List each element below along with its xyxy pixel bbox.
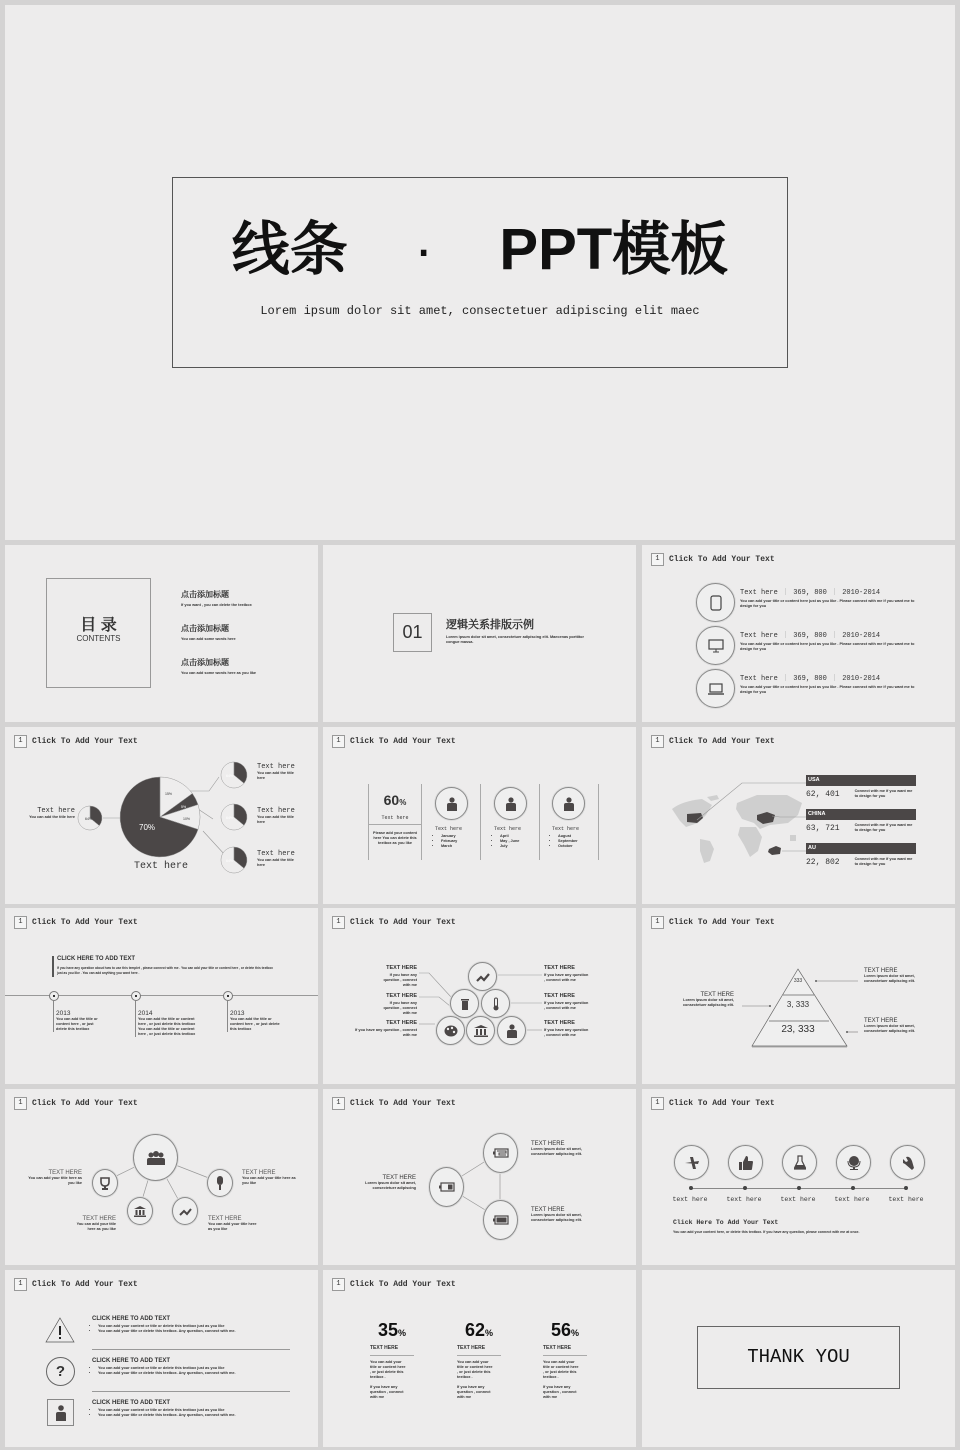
divider [92,1349,290,1350]
network-title: TEXT HERE [48,1170,82,1176]
stat-title: TEXT HERE [457,1345,501,1356]
stat-number: 35 [377,1320,398,1340]
device-row[interactable]: Text here ｜ 369, 800 ｜ 2010-2014 You can add your title or content here just as you like . Please connect with me if you want me to design for you [740,673,920,695]
column-divider [421,784,422,860]
event-desc: You can add the title or content here , or just delete this textbox [230,1017,280,1031]
cover-title-cn: 线条 [231,217,348,282]
slide-number: 1 [14,735,27,748]
stat-desc: You can add your title or content here , or just delete this textbox . [543,1360,579,1379]
event-desc: You can add the title or content here , or just delete this textbox You can add the title or content here , or just delete this textbox [138,1017,196,1036]
section-title: 逻辑关系排版示例 [446,619,534,631]
region-value: 62, 401 [806,789,840,799]
trophy-icon [92,1169,118,1197]
region-china[interactable] [806,809,916,833]
slide-number: 1 [651,553,664,566]
title-accent-bar [52,956,54,977]
hex-title: TEXT HERE [544,1020,575,1026]
people-slide[interactable] [323,727,636,904]
hex-left-text [353,965,417,988]
person-icon [435,787,468,820]
row-value: 369, 800 [793,632,827,640]
pie-right-text [257,763,301,781]
bullet: • March [441,844,475,849]
pie-label: 64% [226,816,234,820]
bullet: • You can add your title or delete this textbox. Any question, connect with me. [98,1329,292,1334]
airplane-icon [674,1145,709,1180]
battery-full-icon [483,1200,518,1240]
flask-icon [782,1145,817,1180]
people-column [494,826,534,849]
bullet: • February [441,839,475,844]
pie-label: 64% [226,859,234,863]
hex-title: TEXT HERE [386,965,417,971]
bullet: • You can add your title or delete this textbox. Any question, connect with me. [98,1371,292,1376]
person-icon [494,787,527,820]
column-title: Text here [494,826,522,832]
row-value: 369, 800 [793,675,827,683]
stat-desc: You can add your title or content here , or just delete this textbox . [370,1360,406,1379]
slide-title: Click To Add Your Text [32,1099,138,1108]
thermometer-icon [481,989,510,1018]
process-label: text here [888,1196,924,1203]
row-title: Text here [740,589,778,597]
stat-column [370,1320,414,1400]
process-dot [797,1186,801,1190]
contents-subtitle: CONTENTS [76,634,121,643]
pie-right-desc: You can add the title here [257,858,294,867]
bullet: • January [441,834,475,839]
pie-center-label: Text here [133,861,188,872]
region-value: 63, 721 [806,823,840,833]
pie-right-title: Text here [257,850,295,858]
bullet: • August [558,834,592,839]
contents-slide[interactable] [5,545,318,722]
person-icon [47,1399,74,1426]
hex-desc: If you have any question , connect with me [544,973,589,982]
slide-title: Click To Add Your Text [350,918,456,927]
cover-slide[interactable] [5,5,955,540]
stat-note: If you have any question , connect with me [543,1385,577,1399]
pyramid-level: 23, 333 [781,1024,815,1035]
pyramid-slide[interactable] [642,908,955,1084]
pie-right-desc: You can add the title here [257,771,294,780]
hex-title: TEXT HERE [386,1020,417,1026]
battery-slide[interactable] [323,1089,636,1265]
timeline-title: CLICK HERE TO ADD TEXT [57,956,136,962]
alert-title: CLICK HERE TO ADD TEXT [92,1358,171,1364]
event-year: 2014 [138,1010,153,1017]
hex-right-text [544,993,590,1011]
contents-item-label: 点击添加标题 [181,624,229,633]
pie-right-title: Text here [257,763,295,771]
network-text [242,1170,302,1186]
timeline-desc: If you have any question about how to use this templet , please connect with me . You can add your title or content here , or delete this textbox just as you like . You can add anything you want here . [57,966,273,975]
column-title: Text here [552,826,580,832]
stat-label: Text here [369,815,421,825]
slide-number: 1 [14,1278,27,1291]
slide-title: Click To Add Your Text [32,737,138,746]
stat-column [457,1320,501,1400]
process-dot [743,1186,747,1190]
pie-label: 70% [139,823,156,832]
cover-title-dot: · [413,217,434,282]
stat-note: If you have any question , connect with me [457,1385,491,1399]
device-row[interactable]: Text here ｜ 369, 800 ｜ 2010-2014 You can add your title or content here just as you like . Please connect with me if you want me to design for you [740,587,920,609]
slide-number: 1 [332,735,345,748]
pie-right-desc: You can add the title here [257,815,294,824]
pie-right-text [257,807,301,825]
network-title: TEXT HERE [242,1170,276,1176]
slide-title: Click To Add Your Text [669,918,775,927]
slide-title: Click To Add Your Text [669,1099,775,1108]
network-desc: You can add your title here as you like [208,1222,257,1231]
battery-desc: Lorem ipsum dolor sit amet, consectetuer adipiscing [365,1181,416,1190]
contents-item[interactable] [181,623,236,642]
microphone-icon [207,1169,233,1197]
event-year: 2013 [56,1010,71,1017]
au-region [768,846,781,855]
timeline-event [227,1001,280,1032]
monitor-icon [696,626,735,665]
slide-title: Click To Add Your Text [32,1280,138,1289]
pie-left-desc: You can add the title here [29,815,75,819]
pyramid-left-text [668,992,734,1008]
devices-slide[interactable] [642,545,955,722]
hex-left-text [353,993,417,1016]
network-desc: You can add your title here as you like [76,1222,116,1231]
timeline-slide[interactable] [5,908,318,1084]
timeline-dot[interactable] [223,991,233,1001]
column-divider [539,784,540,860]
pie-label: 64% [226,774,234,778]
team-icon [133,1134,178,1181]
cover-subtitle: Lorem ipsum dolor sit amet, consectetuer adipiscing elit maec [260,304,700,318]
network-title: TEXT HERE [208,1216,242,1222]
network-text [22,1170,82,1186]
slide-number: 1 [14,916,27,929]
pyramid-desc: Lorem ipsum dolor sit amet, consectetuer adipiscing elit. [864,974,916,983]
pyramid-right-text [864,1018,930,1034]
palette-icon [436,1016,465,1045]
hex-desc: If you have any question , connect with me [544,1028,589,1037]
section-number: 01 [393,613,432,652]
people-column [435,826,475,849]
person-icon [497,1016,526,1045]
slide-number: 1 [651,916,664,929]
row-desc: You can add your title or content here just as you like . Please connect with me if you want me to design for you [740,642,915,651]
contents-item-desc: If you want , you can delete the textbox [181,603,252,607]
stat-unit: % [398,1328,407,1338]
row-value: 369, 800 [793,589,827,597]
divider [92,1391,290,1392]
contents-item-label: 点击添加标题 [181,590,229,599]
row-years: 2010-2014 [842,589,881,597]
region-desc: Connect with me if you want me to design for you [854,857,913,866]
battery-text [531,1141,597,1157]
stat-value [369,792,421,808]
hex-right-text [544,1020,590,1038]
stat-unit: % [571,1328,580,1338]
battery-text [531,1207,597,1223]
battery-desc: Lorem ipsum dolor sit amet, consectetuer adipiscing elit. [531,1213,583,1222]
row-title: Text here [740,632,778,640]
slide-title: Click To Add Your Text [669,555,775,564]
slide-number: 1 [651,1097,664,1110]
section-slide[interactable] [323,545,636,722]
row-title: Text here [740,675,778,683]
network-slide[interactable] [5,1089,318,1265]
region-desc: Connect with me if you want me to design for you [854,789,913,798]
hex-title: TEXT HERE [544,965,575,971]
bullet: • You can add your title or delete this textbox. Any question, connect with me. [98,1413,292,1418]
bullet: • September [558,839,592,844]
bullet: • You can add your content or title or delete this textbox just as you like [98,1408,292,1413]
pie-label: 5% [181,805,187,809]
contents-item-label: 点击添加标题 [181,658,229,667]
bullet: • April [500,834,534,839]
thanks-slide[interactable] [642,1270,955,1447]
slide-title: Click To Add Your Text [350,737,456,746]
alert-title: CLICK HERE TO ADD TEXT [92,1316,171,1322]
slide-number: 1 [332,1278,345,1291]
pyramid-level: 3, 333 [786,1000,810,1009]
stat-number: 56 [550,1320,571,1340]
hex-title: TEXT HERE [544,993,575,999]
pie-left-text [25,807,75,820]
pyramid-title: TEXT HERE [700,992,734,998]
network-title: TEXT HERE [82,1216,116,1222]
region-name: USA [806,775,916,786]
hex-desc: If you have any question , connect with me [354,1028,417,1037]
stat-number: 60 [383,792,400,808]
hex-right-text [544,965,590,983]
tablet-icon [696,583,735,622]
bank-icon [466,1016,495,1045]
battery-desc: Lorem ipsum dolor sit amet, consectetuer adipiscing elit. [531,1147,583,1156]
device-row[interactable]: Text here ｜ 369, 800 ｜ 2010-2014 You can add your title or content here just as you like . Please connect with me if you want me to design for you [740,630,920,652]
network-text [56,1216,116,1232]
region-value: 22, 802 [806,857,840,867]
trash-icon [450,989,479,1018]
globe-icon [836,1145,871,1180]
battery-low-icon [429,1167,464,1207]
battery-charging-icon [483,1133,518,1173]
cover-title-ppt: PPT模板 [499,217,729,282]
hex-desc: If you have any question , connect with me [383,973,417,987]
column-divider [480,784,481,860]
process-dot [904,1186,908,1190]
hex-desc: If you have any question , connect with me [383,1001,417,1015]
event-desc: You can add the title or content here , or just delete this textbox [56,1017,98,1031]
timeline-event [53,1001,101,1032]
region-desc: Connect with me if you want me to design for you [854,823,913,832]
pie-label: 15% [165,792,173,796]
trend-up-icon [468,962,497,991]
row-years: 2010-2014 [842,632,881,640]
hex-left-text [353,1020,417,1038]
contents-item-desc: You can add some words here as you like [181,671,257,675]
process-label: text here [780,1196,816,1203]
bullet: • October [558,844,592,849]
pie-left-title: Text here [37,807,75,815]
hex-title: TEXT HERE [386,993,417,999]
pyramid-title: TEXT HERE [864,968,898,974]
contents-title: 目 录 [80,617,117,634]
pyramid-desc: Lorem ipsum dolor sit amet, consectetuer adipiscing elit. [864,1024,916,1033]
row-years: 2010-2014 [842,675,881,683]
battery-title: TEXT HERE [382,1175,416,1181]
thank-you-label: THANK YOU [697,1326,900,1389]
pyramid-title: TEXT HERE [864,1018,898,1024]
trend-up-icon [172,1197,198,1225]
thumbs-up-icon [728,1145,763,1180]
stats-slide[interactable] [323,1270,636,1447]
timeline-dot[interactable] [49,991,59,1001]
pie-label: 10% [183,817,191,821]
hexagon-slide[interactable] [323,908,636,1084]
wrench-icon [890,1145,925,1180]
process-dot [689,1186,693,1190]
map-slide[interactable] [642,727,955,904]
people-column [552,826,592,849]
bullet: • July [500,844,534,849]
event-year: 2013 [230,1010,245,1017]
row-desc: You can add your title or content here just as you like . Please connect with me if you want me to design for you [740,685,915,694]
alerts-slide[interactable] [5,1270,318,1447]
stat-desc: Please add your content here You can delete this textbox as you like [373,831,417,845]
battery-text [348,1175,416,1191]
stat-column [543,1320,587,1400]
cover-title [172,215,788,285]
person-icon [552,787,585,820]
process-slide[interactable] [642,1089,955,1265]
stat-note: If you have any question , connect with me [370,1385,404,1399]
region-usa[interactable] [806,775,916,799]
alert-item [92,1358,292,1376]
timeline-dot[interactable] [131,991,141,1001]
usa-region [687,813,703,823]
network-desc: You can add your title here as you like [242,1176,296,1185]
bank-icon [127,1197,153,1225]
stat-unit: % [399,798,407,807]
pie-right-text [257,850,301,868]
region-name: CHINA [806,809,916,820]
bullet: • You can add your content or title or delete this textbox just as you like [98,1366,292,1371]
process-label: text here [834,1196,870,1203]
alert-item [92,1400,292,1418]
slide-number: 1 [14,1097,27,1110]
column-divider [598,784,599,860]
hex-desc: If you have any question , connect with me [544,1001,589,1010]
stat-number: 62 [464,1320,485,1340]
pyramid-right-text [864,968,930,984]
question-icon: ? [46,1357,75,1386]
timeline-event [135,1001,198,1037]
process-desc: You can add your content here, or delete this textbox. If you have any question, please connect with me at once. [673,1230,860,1234]
stat-title: TEXT HERE [543,1345,587,1356]
stat-desc: You can add your title or content here , or just delete this textbox . [457,1360,493,1379]
stat-unit: % [485,1328,494,1338]
process-label: text here [672,1196,708,1203]
battery-title: TEXT HERE [531,1207,565,1213]
slide-title: Click To Add Your Text [669,737,775,746]
network-desc: You can add your title here as you like [28,1176,82,1185]
network-text [208,1216,258,1232]
bullet: • May , June [500,839,534,844]
warning-icon [45,1317,75,1343]
pyramid-desc: Lorem ipsum dolor sit amet, consectetuer adipiscing elit. [682,998,734,1007]
region-name: AU [806,843,916,854]
process-title: Click Here To Add Your Text [673,1219,779,1226]
stat-title: TEXT HERE [370,1345,414,1356]
slide-title: Click To Add Your Text [32,918,138,927]
pyramid-level: 333 [793,978,803,984]
pie-label: 64% [85,817,93,821]
slide-number: 1 [651,735,664,748]
slide-title: Click To Add Your Text [350,1280,456,1289]
pie-slide[interactable] [5,727,318,904]
region-au[interactable] [806,843,916,867]
alert-title: CLICK HERE TO ADD TEXT [92,1400,171,1406]
section-desc: Lorem ipsum dolor sit amet, consectetuer adipiscing elit. Maecenas porttitor congue massa. [446,635,584,644]
slide-number: 1 [332,1097,345,1110]
alert-item [92,1316,292,1334]
slide-title: Click To Add Your Text [350,1099,456,1108]
bullet: • You can add your content or title or delete this textbox just as you like [98,1324,292,1329]
pie-right-title: Text here [257,807,295,815]
laptop-icon [696,669,735,708]
battery-title: TEXT HERE [531,1141,565,1147]
row-desc: You can add your title or content here just as you like . Please connect with me if you want me to design for you [740,599,915,608]
process-dot [851,1186,855,1190]
contents-item[interactable] [181,657,256,676]
slide-number: 1 [332,916,345,929]
contents-item-desc: You can add some words here [181,637,236,641]
process-label: text here [726,1196,762,1203]
contents-item[interactable] [181,589,252,608]
column-title: Text here [435,826,463,832]
